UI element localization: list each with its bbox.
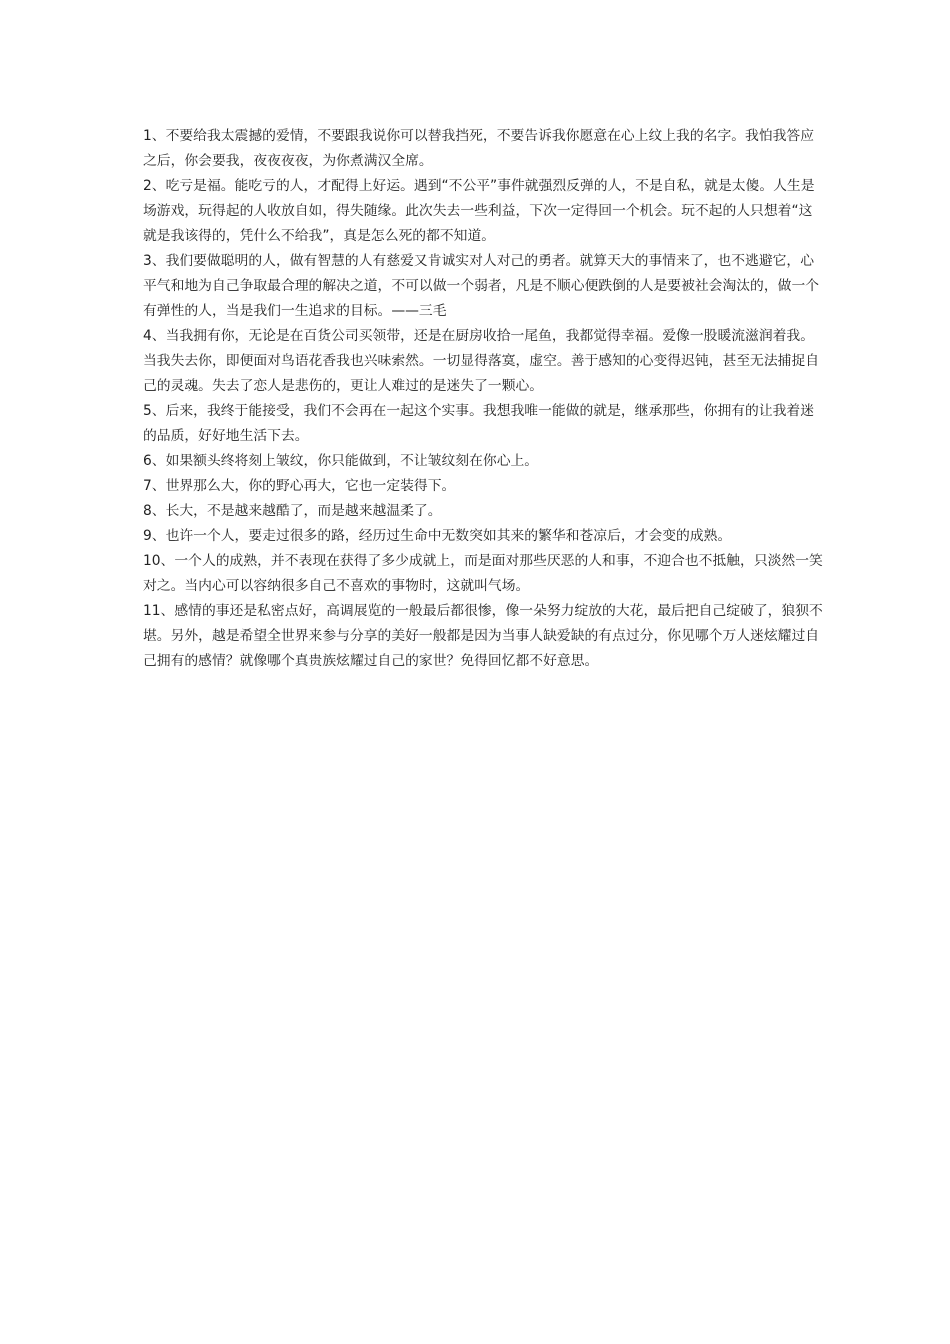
paragraph-2: 2、吃亏是福。能吃亏的人，才配得上好运。遇到“不公平”事件就强烈反弹的人，不是自私，就是太傻。人生是场游戏，玩得起的人收放自如，得失随缘。此次失去一些利益，下次一定得回一个机会。玩不起的人只想着“这就是我该得的，凭什么不给我”，真是怎么死的都不知道。 (143, 178, 815, 244)
document-body (143, 124, 823, 674)
paragraph-4: 4、当我拥有你，无论是在百货公司买领带，还是在厨房收拾一尾鱼，我都觉得幸福。爱像一股暖流滋润着我。当我失去你，即便面对鸟语花香我也兴味索然。一切显得落寞，虚空。善于感知的心变得迟钝，甚至无法捕捉自己的灵魂。失去了恋人是悲伤的，更让人难过的是迷失了一颗心。 (143, 328, 820, 394)
paragraph-1: 1、不要给我太震撼的爱情，不要跟我说你可以替我挡死，不要告诉我你愿意在心上纹上我的名字。我怕我答应之后，你会要我，夜夜夜夜，为你煮满汉全席。 (143, 128, 815, 169)
paragraph-11: 11、感情的事还是私密点好，高调展览的一般最后都很惨，像一朵努力绽放的大花，最后把自己绽破了，狼狈不堪。另外，越是希望全世界来参与分享的美好一般都是因为当事人缺爱缺的有点过分，你见哪个万人迷炫耀过自己拥有的感情？就像哪个真贵族炫耀过自己的家世？免得回忆都不好意思。 (143, 603, 823, 669)
paragraph-7: 7、世界那么大，你的野心再大，它也一定装得下。 (143, 478, 456, 494)
paragraph-6: 6、如果额头终将刻上皱纹，你只能做到，不让皱纹刻在你心上。 (143, 453, 539, 469)
paragraph-9: 9、也许一个人，要走过很多的路，经历过生命中无数突如其来的繁华和苍凉后，才会变的成熟。 (143, 528, 732, 544)
paragraph-5: 5、后来，我终于能接受，我们不会再在一起这个实事。我想我唯一能做的就是，继承那些，你拥有的让我着迷的品质，好好地生活下去。 (143, 403, 815, 444)
paragraph-10: 10、一个人的成熟，并不表现在获得了多少成就上，而是面对那些厌恶的人和事，不迎合也不抵触，只淡然一笑对之。当内心可以容纳很多自己不喜欢的事物时，这就叫气场。 (143, 553, 823, 594)
paragraph-8: 8、长大，不是越来越酷了，而是越来越温柔了。 (143, 503, 442, 519)
paragraph-3: 3、我们要做聪明的人，做有智慧的人有慈爱又肯诚实对人对己的勇者。就算天大的事情来了，也不逃避它，心平气和地为自己争取最合理的解决之道，不可以做一个弱者，凡是不顺心便跌倒的人是要被社会淘汰的，做一个有弹性的人，当是我们一生追求的目标。——三毛 (143, 253, 820, 319)
